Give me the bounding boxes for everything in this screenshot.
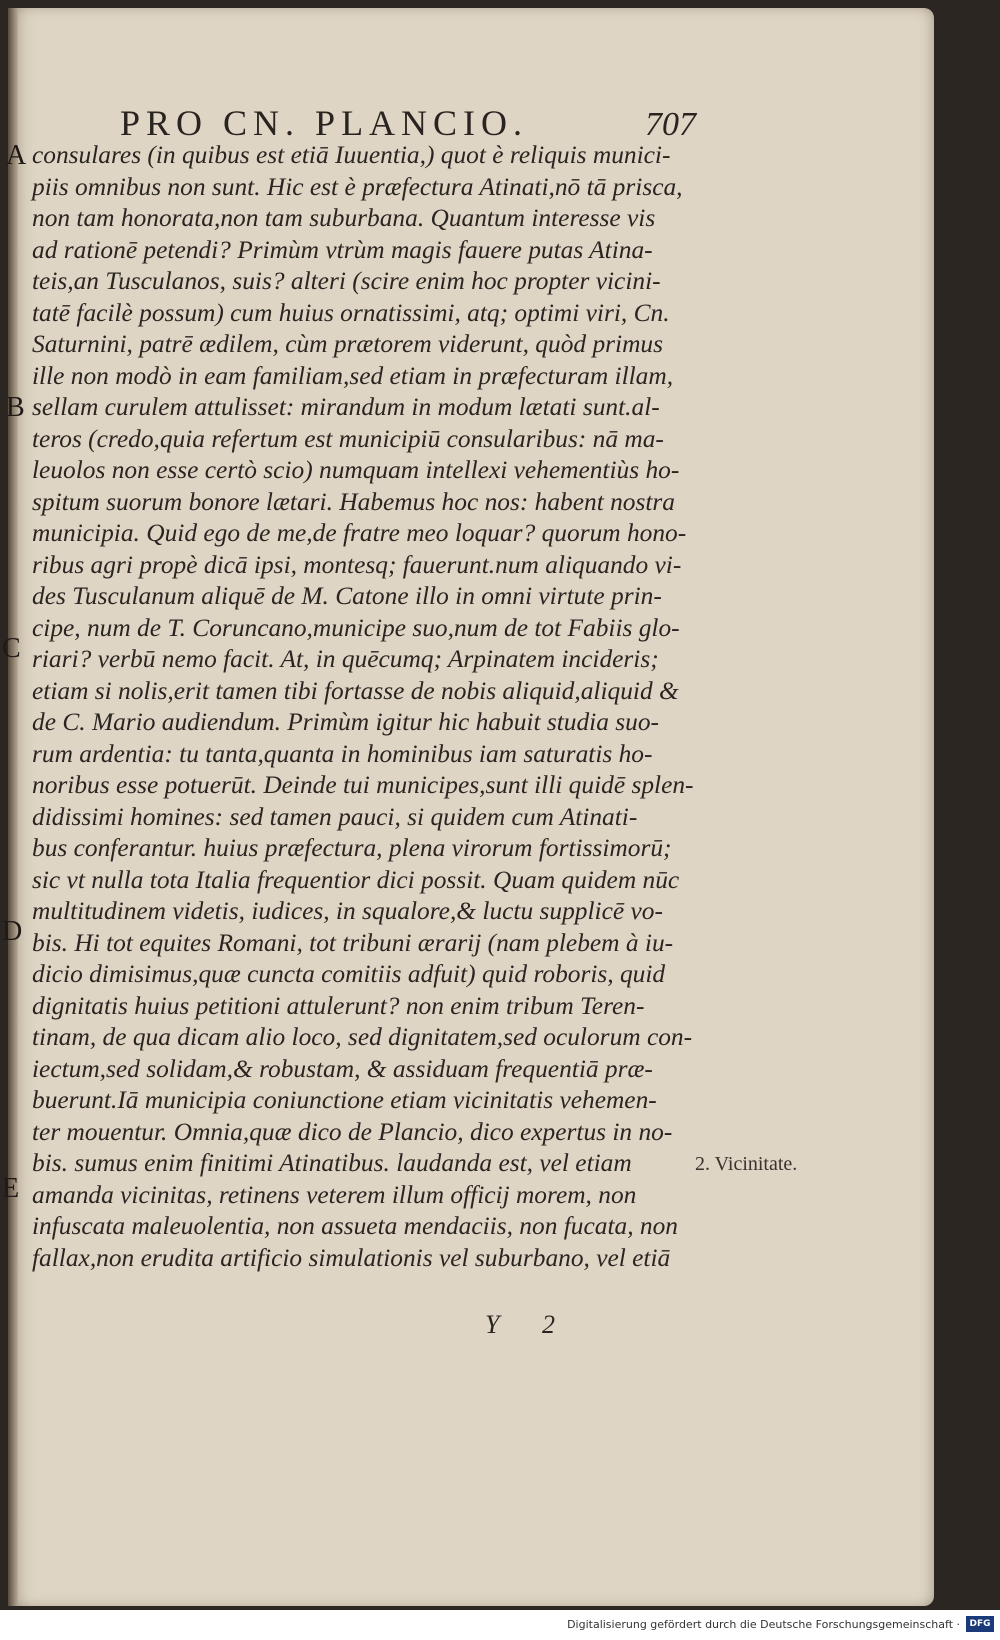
text-line: consulares (in quibus est etiā Iuuentia,) quot è reliquis munici- <box>32 141 671 169</box>
text-line: piis omnibus non sunt. Hic est è præfectura Atinati,nō tā prisca, <box>32 172 683 201</box>
running-title: PRO CN. PLANCIO. <box>120 103 529 143</box>
text-line: non tam honorata,non tam suburbana. Quantum interesse vis <box>32 204 656 232</box>
text-line: dignitatis huius petitioni attulerunt? non enim tribum Teren- <box>32 991 645 1020</box>
section-marker-b: B <box>6 392 25 423</box>
text-line: leuolos non esse certò scio) numquam intellexi vehementiùs ho- <box>32 456 680 484</box>
footer-credit: Digitalisierung gefördert durch die Deutsche Forschungsgemeinschaft · <box>567 1618 960 1631</box>
footer-bar <box>0 1610 1000 1640</box>
text-line: cipe, num de T. Coruncano,municipe suo,num de tot Fabiis glo- <box>32 613 680 642</box>
margin-note: 2. Vicinitate. <box>695 1153 798 1175</box>
text-line: de C. Mario audiendum. Primùm igitur hic habuit studia suo- <box>32 708 659 736</box>
text-line: spitum suorum bonore lætari. Habemus hoc nos: habent nostra <box>32 487 675 516</box>
text-line: teros (credo,quia refertum est municipiū consularibus: nā ma- <box>32 424 664 453</box>
text-line: bis. Hi tot equites Romani, tot tribuni ærarij (nam plebem à iu- <box>32 928 674 957</box>
text-line: sic vt nulla tota Italia frequentior dici possit. Quam quidem nūc <box>32 865 680 894</box>
text-line: Saturnini, patrē ædilem, cùm prætorem viderunt, quòd primus <box>32 330 663 358</box>
text-line: dicio dimisimus,quæ cuncta comitiis adfuit) quid roboris, quid <box>32 960 666 988</box>
text-line: teis,an Tusculanos, suis? alteri (scire enim hoc propter vicini- <box>32 267 661 295</box>
text-line: bus conferantur. huius præfectura, plena virorum fortissimorū; <box>32 834 672 862</box>
section-marker-d: D <box>2 916 23 947</box>
text-line: ter mouentur. Omnia,quæ dico de Plancio, dico expertus in no- <box>32 1117 673 1146</box>
section-marker-c: C <box>2 633 21 664</box>
text-line: riari? verbū nemo facit. At, in quēcumq; Arpinatem incideris; <box>32 645 659 673</box>
text-line: noribus esse potuerūt. Deinde tui municipes,sunt illi quidē splen- <box>32 771 694 799</box>
text-line: tatē facilè possum) cum huius ornatissimi, atq; optimi viri, Cn. <box>32 298 670 327</box>
text-line: des Tusculanum aliquē de M. Catone illo in omni virtute prin- <box>32 582 662 610</box>
page-number: 707 <box>645 106 696 143</box>
text-line: sellam curulem attulisset: mirandum in modum lætati sunt.al- <box>32 393 660 421</box>
page-gutter <box>8 8 18 1606</box>
body-text <box>18 140 708 1274</box>
section-marker-a: A <box>6 140 27 171</box>
text-line: etiam si nolis,erit tamen tibi fortasse de nobis aliquid,aliquid & <box>32 676 679 705</box>
text-line: amanda vicinitas, retinens veterem illum officij morem, non <box>32 1180 637 1209</box>
text-line: buerunt.Iā municipia coniunctione etiam vicinitatis vehemen- <box>32 1086 657 1114</box>
dfg-logo: DFG <box>966 1616 994 1632</box>
text-line: iectum,sed solidam,& robustam, & assiduam frequentiā præ- <box>32 1054 653 1083</box>
text-line: ribus agri propè dicā ipsi, montesq; fauerunt.num aliquando vi- <box>32 550 682 579</box>
section-marker-e: E <box>2 1173 20 1204</box>
text-line: multitudinem videtis, iudices, in squalore,& luctu supplicē vo- <box>32 897 663 925</box>
text-line: bis. sumus enim finitimi Atinatibus. laudanda est, vel etiam <box>32 1149 632 1177</box>
text-line: infuscata maleuolentia, non assueta mendaciis, non fucata, non <box>32 1212 678 1240</box>
text-line: municipia. Quid ego de me,de fratre meo loquar? quorum hono- <box>32 519 687 547</box>
text-line: rum ardentia: tu tanta,quanta in hominibus iam saturatis ho- <box>32 739 653 768</box>
signature-mark: Y 2 <box>485 1310 573 1339</box>
text-line: fallax,non erudita artificio simulationis vel suburbano, vel etiā <box>32 1243 671 1272</box>
text-line: didissimi homines: sed tamen pauci, si quidem cum Atinati- <box>32 802 638 831</box>
text-line: ille non modò in eam familiam,sed etiam in præfecturam illam, <box>32 361 674 390</box>
text-line: tinam, de qua dicam alio loco, sed dignitatem,sed oculorum con- <box>32 1023 693 1051</box>
text-line: ad rationē petendi? Primùm vtrùm magis fauere putas Atina- <box>32 235 653 264</box>
